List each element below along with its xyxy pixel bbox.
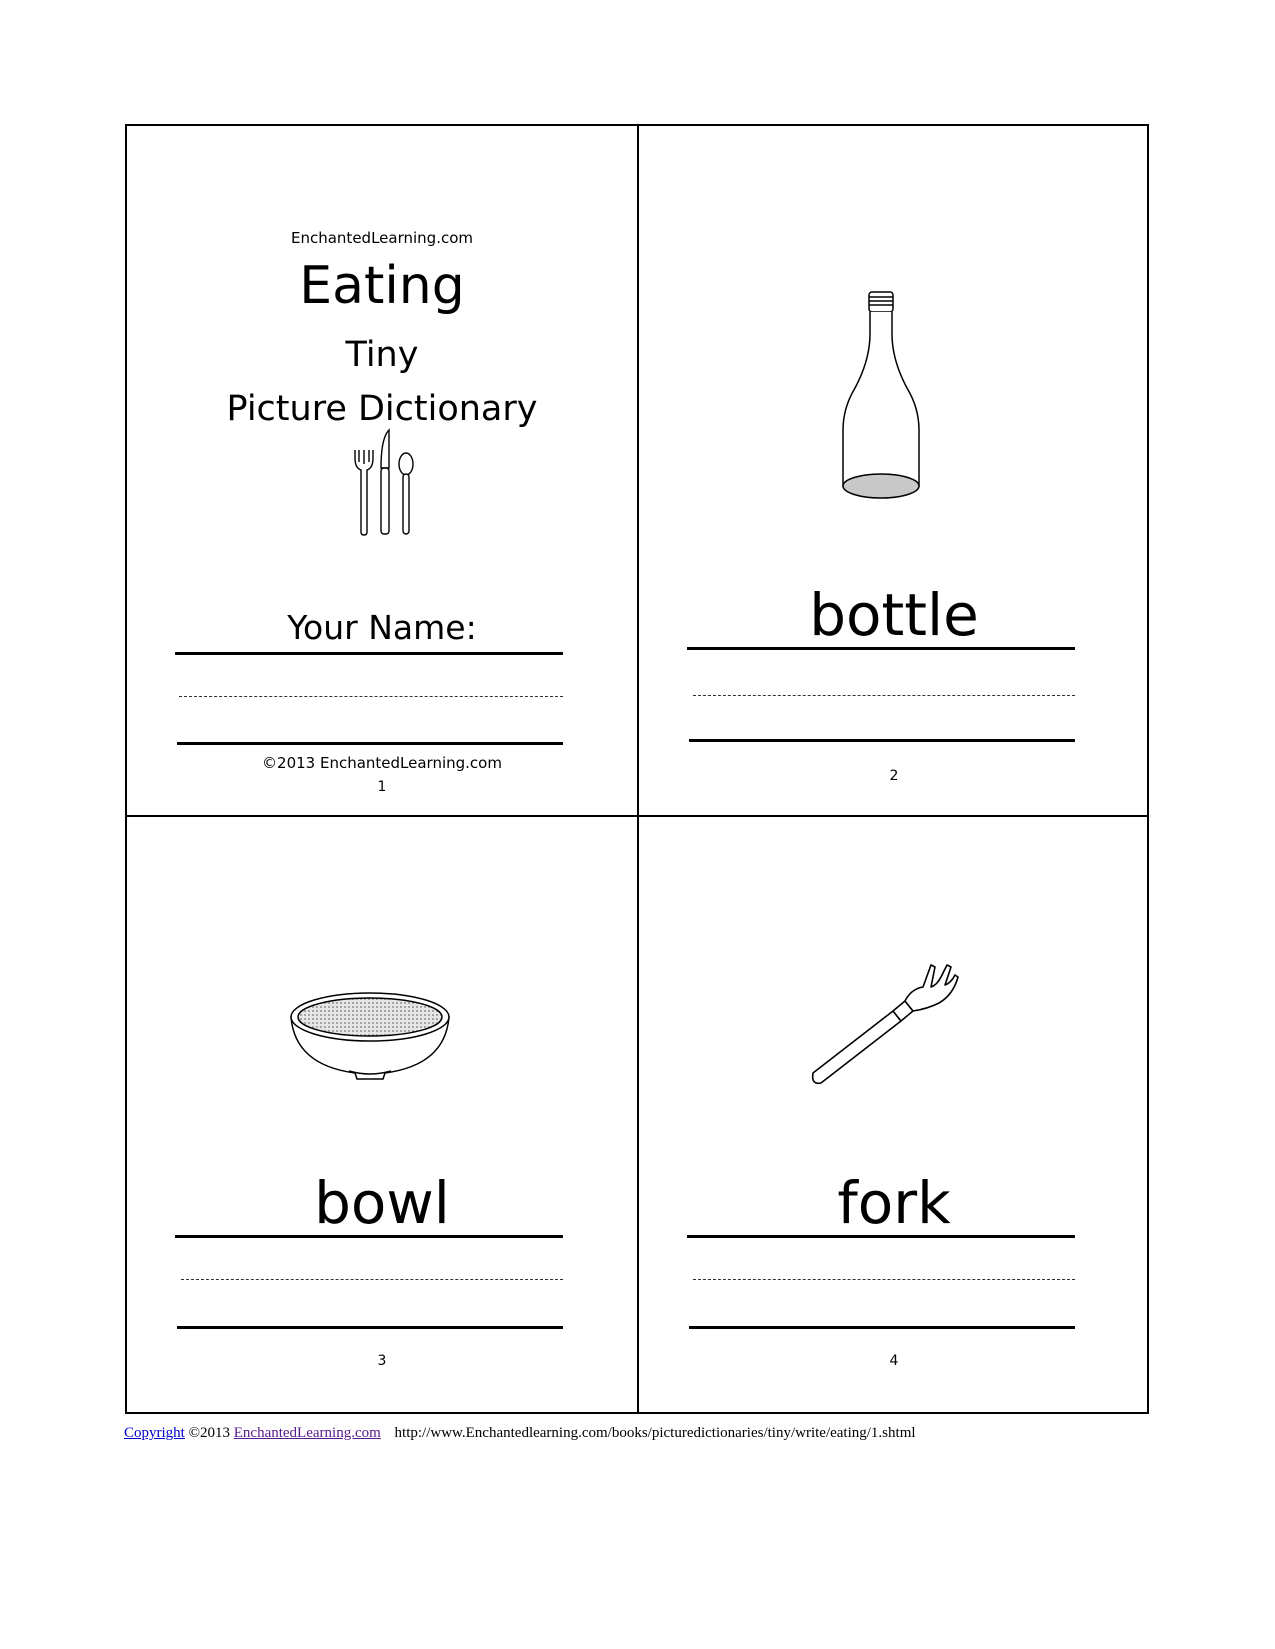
utensils-icon bbox=[345, 428, 421, 536]
page-number: 3 bbox=[377, 1353, 387, 1369]
word-label: bowl bbox=[314, 1169, 450, 1237]
word-top-line bbox=[175, 1235, 563, 1238]
copyright-year: ©2013 bbox=[188, 1425, 230, 1441]
word-label: bottle bbox=[809, 581, 979, 649]
card-bottle bbox=[639, 126, 1149, 817]
cover-copyright: ©2013 EnchantedLearning.com bbox=[262, 754, 502, 772]
site-link[interactable]: EnchantedLearning.com bbox=[233, 1425, 381, 1441]
cover-title: Eating bbox=[299, 256, 465, 316]
page-url: http://www.Enchantedlearning.com/books/picturedictionaries/tiny/write/eating/1.shtml bbox=[394, 1425, 916, 1441]
card-bowl bbox=[127, 817, 639, 1414]
cover-subtitle-tiny: Tiny bbox=[345, 335, 419, 375]
word-bottom-line bbox=[689, 739, 1075, 742]
page-footer bbox=[124, 1425, 916, 1442]
word-bottom-line bbox=[689, 1326, 1075, 1329]
word-top-line bbox=[687, 647, 1075, 650]
card-fork bbox=[639, 817, 1149, 1414]
cover-panel bbox=[127, 126, 639, 817]
name-top-line bbox=[175, 652, 563, 655]
word-label: fork bbox=[837, 1169, 951, 1237]
word-dashed-line bbox=[693, 695, 1075, 696]
word-bottom-line bbox=[177, 1326, 563, 1329]
name-bottom-line bbox=[177, 742, 563, 745]
bottle-icon bbox=[839, 290, 923, 502]
page-number: 2 bbox=[889, 768, 899, 784]
word-dashed-line bbox=[693, 1279, 1075, 1280]
copyright-link[interactable]: Copyright bbox=[124, 1425, 185, 1441]
page-number: 1 bbox=[377, 779, 387, 795]
word-top-line bbox=[687, 1235, 1075, 1238]
fork-icon bbox=[807, 959, 959, 1085]
word-dashed-line bbox=[181, 1279, 563, 1280]
cover-subtitle-dictionary: Picture Dictionary bbox=[226, 389, 538, 429]
cover-site-name: EnchantedLearning.com bbox=[291, 229, 473, 247]
booklet-sheet bbox=[125, 124, 1149, 1414]
name-dashed-line bbox=[179, 696, 563, 697]
your-name-label: Your Name: bbox=[287, 608, 477, 647]
bowl-icon bbox=[287, 977, 453, 1083]
page-number: 4 bbox=[889, 1353, 899, 1369]
